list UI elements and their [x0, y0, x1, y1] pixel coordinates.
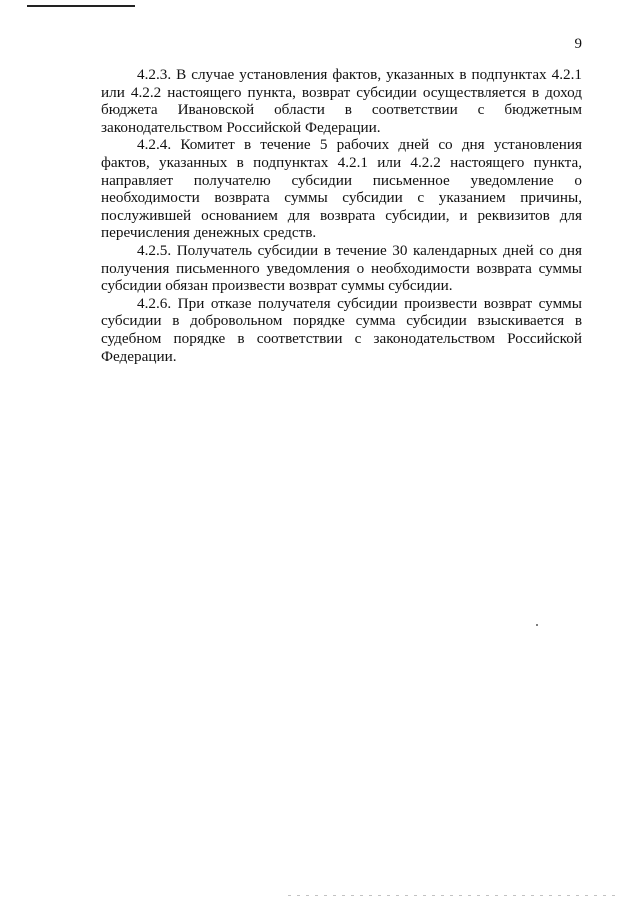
page-number: 9	[574, 36, 582, 52]
paragraph-4-2-5: 4.2.5. Получатель субсидии в течение 30 календарных дней со дня получения письменного уведомления о необходимости возврата суммы субсидии обязан произвести возврат суммы субсидии.	[101, 241, 582, 295]
paragraph-4-2-6: 4.2.6. При отказе получателя субсидии произвести возврат суммы субсидии в добровольном порядке сумма субсидии взыскивается в судебном порядке в соответствии с законодательством Российской Федерации.	[101, 294, 582, 365]
header-rule	[27, 5, 135, 7]
paragraph-4-2-3: 4.2.3. В случае установления фактов, указанных в подпунктах 4.2.1 или 4.2.2 настоящего пункта, возврат субсидии осуществляется в доход бюджета Ивановской области в соответствии с бюджетным законодательством Российской Федерации.	[101, 66, 582, 136]
document-body	[101, 66, 582, 365]
scan-noise-line	[288, 895, 618, 896]
paragraph-4-2-4: 4.2.4. Комитет в течение 5 рабочих дней со дня установления фактов, указанных в подпунктах 4.2.1 или 4.2.2 настоящего пункта, направляет получателю субсидии письменное уведомление о необходимости возврата суммы субсидии с указанием причины, послужившей основанием для возврата субсидии, и реквизитов для перечисления денежных средств.	[101, 136, 582, 242]
scan-speck	[536, 624, 538, 626]
